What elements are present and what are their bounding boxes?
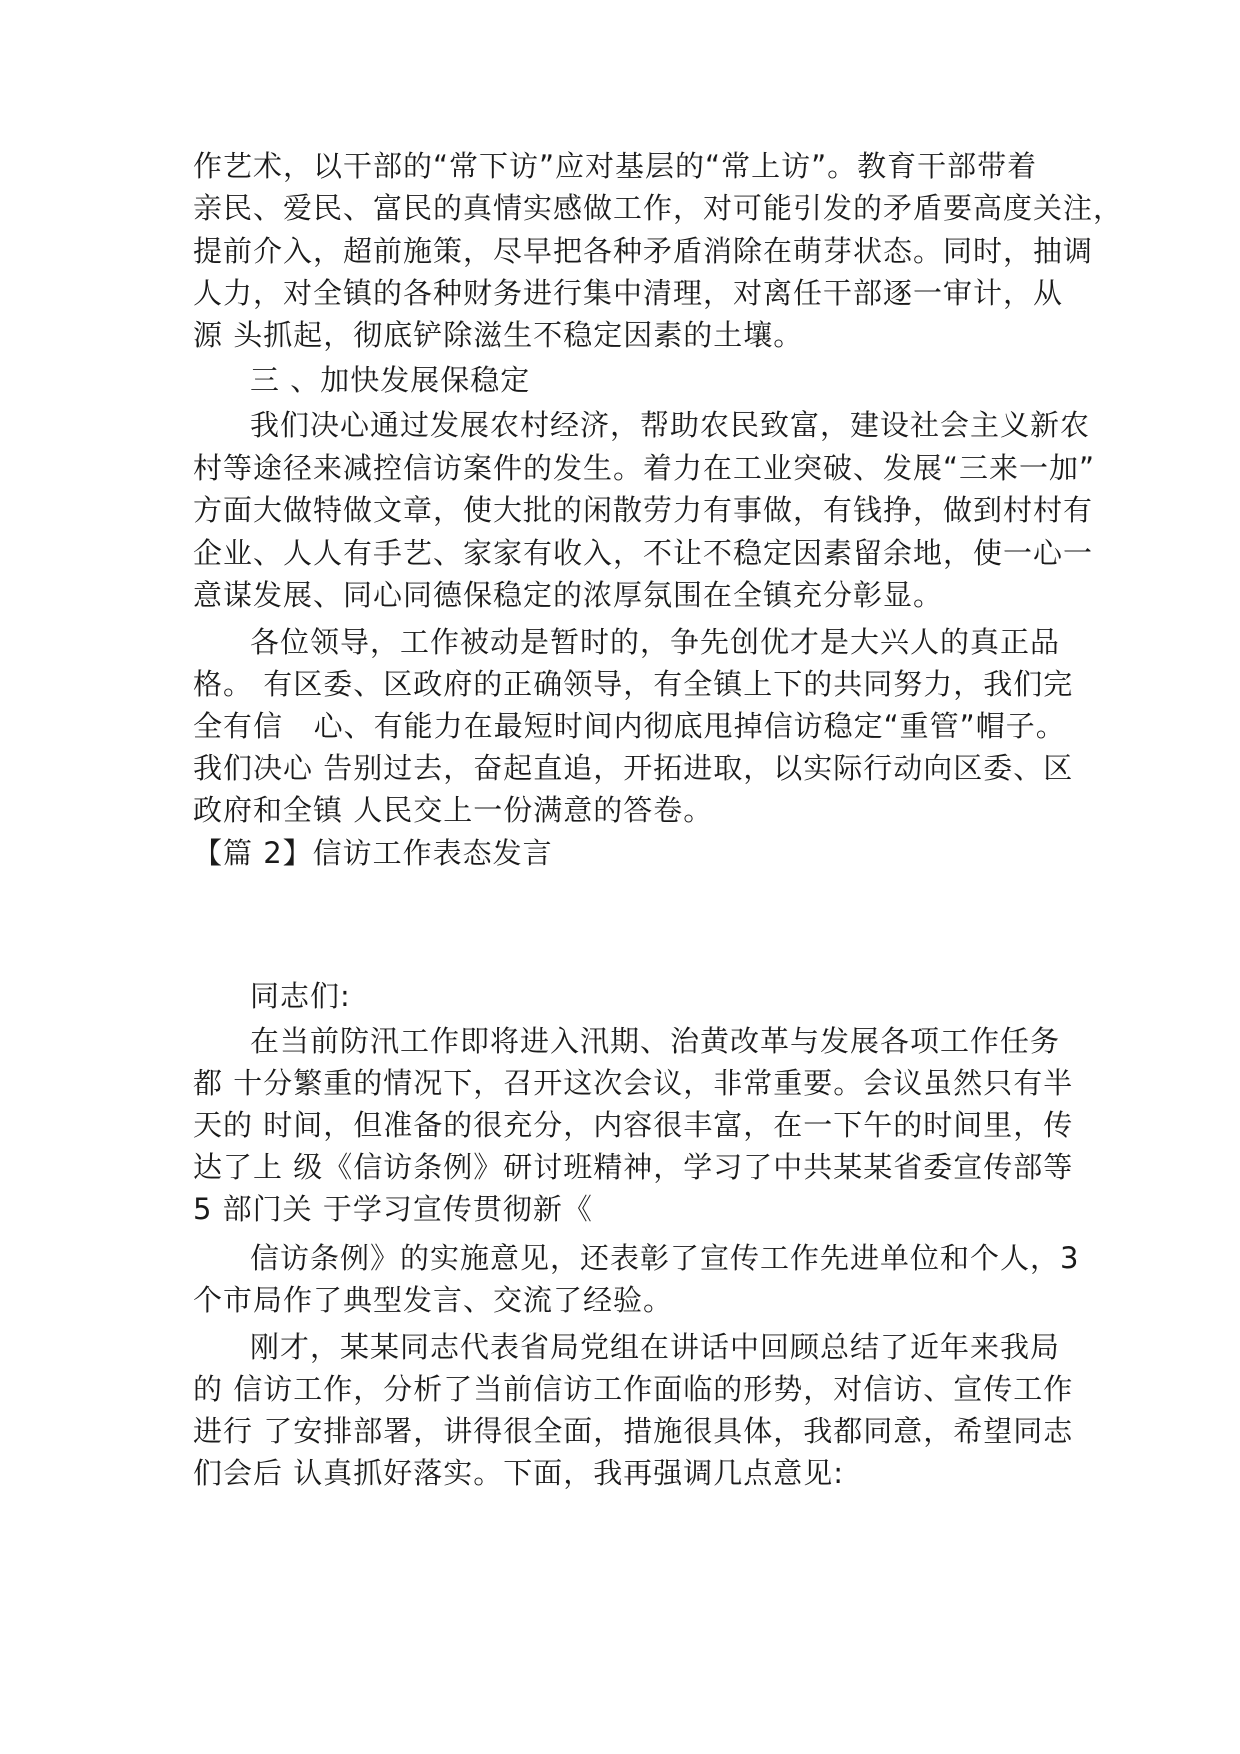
paragraph-line: 进行 了安排部署，讲得很全面，措施很具体，我都同意，希望同志 [193,1414,1074,1448]
greeting: 同志们: [250,979,351,1013]
paragraph-line: 亲民、爱民、富民的真情实感做工作，对可能引发的矛盾要高度关注， [193,191,1124,225]
paragraph-line: 方面大做特做文章，使大批的闲散劳力有事做，有钱挣，做到村村有 [193,493,1094,527]
paragraph-line: 5 部门关 于学习宣传贯彻新《 [193,1192,593,1226]
paragraph-line: 们会后 认真抓好落实。下面，我再强调几点意见: [193,1456,844,1490]
paragraph-line: 我们决心 告别过去，奋起直追，开拓进取，以实际行动向区委、区 [193,751,1074,785]
paragraph-line: 作艺术，以干部的“常下访”应对基层的“常上访”。教育干部带着 [193,149,1038,183]
paragraph-line: 人力，对全镇的各种财务进行集中清理，对离任干部逐一审计，从 [193,276,1064,310]
paragraph-line: 达了上 级《信访条例》研讨班精神，学习了中共某某省委宣传部等 [193,1150,1074,1184]
paragraph-line: 我们决心通过发展农村经济，帮助农民致富，建设社会主义新农 [250,408,1091,442]
paragraph-line: 都 十分繁重的情况下，召开这次会议，非常重要。会议虽然只有半 [193,1066,1074,1100]
paragraph-line: 刚才，某某同志代表省局党组在讲话中回顾总结了近年来我局 [250,1330,1061,1364]
paragraph-line: 格。 有区委、区政府的正确领导，有全镇上下的共同努力，我们完 [193,667,1074,701]
paragraph-line: 政府和全镇 人民交上一份满意的答卷。 [193,793,714,827]
section-heading: 三 、加快发展保稳定 [250,363,531,397]
paragraph-line: 全有信 心、有能力在最短时间内彻底甩掉信访稳定“重管”帽子。 [193,709,1066,743]
paragraph-line: 各位领导，工作被动是暂时的，争先创优才是大兴人的真正品 [250,625,1061,659]
paragraph-line: 意谋发展、同心同德保稳定的浓厚氛围在全镇充分彰显。 [193,578,944,612]
paragraph-line: 在当前防汛工作即将进入汛期、治黄改革与发展各项工作任务 [250,1024,1061,1058]
paragraph-line: 天的 时间，但准备的很充分，内容很丰富，在一下午的时间里，传 [193,1108,1074,1142]
paragraph-line: 源 头抓起，彻底铲除滋生不稳定因素的土壤。 [193,318,804,352]
paragraph-line: 企业、人人有手艺、家家有收入，不让不稳定因素留余地，使一心一 [193,536,1094,570]
paragraph-line: 个市局作了典型发言、交流了经验。 [193,1283,674,1317]
paragraph-line: 村等途径来减控信访案件的发生。着力在工业突破、发展“三来一加” [193,451,1096,485]
paragraph-line: 的 信访工作，分析了当前信访工作面临的形势，对信访、宣传工作 [193,1372,1074,1406]
paragraph-line: 信访条例》的实施意见，还表彰了宣传工作先进单位和个人，3 [250,1241,1080,1275]
paragraph-line: 提前介入，超前施策，尽早把各种矛盾消除在萌芽状态。同时，抽调 [193,234,1094,268]
section-title: 【篇 2】信访工作表态发言 [193,836,553,870]
